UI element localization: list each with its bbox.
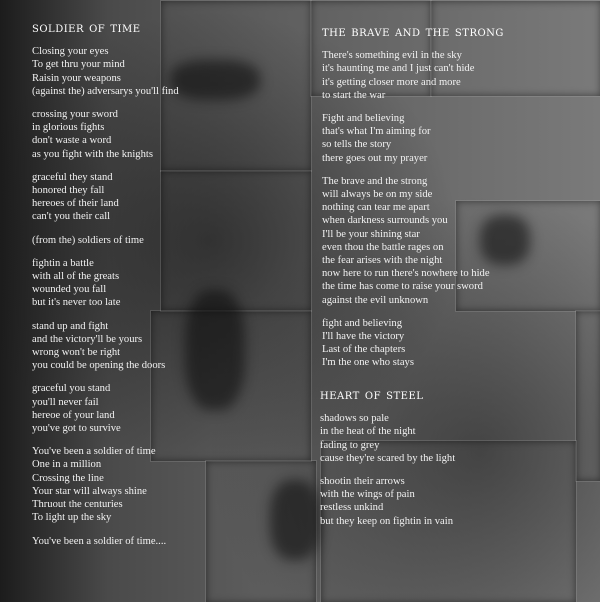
lyric-line: honored they fall <box>32 185 105 197</box>
lyric-line: in the heat of the night <box>320 426 416 438</box>
lyric-line: To get thru your mind <box>32 59 125 71</box>
lyric-line: with the wings of pain <box>320 489 415 501</box>
lyric-line: nothing can tear me apart <box>322 202 430 214</box>
song-soldier-of-time <box>32 22 179 548</box>
stanza-gap <box>322 102 504 112</box>
lyric-line: with all of the greats <box>32 271 120 283</box>
lyric-line: you've got to survive <box>32 423 121 435</box>
stone-panel <box>575 310 600 482</box>
lyric-line: in glorious fights <box>32 122 105 134</box>
lyric-line: Thruout the centuries <box>32 499 123 511</box>
lyric-line: the time has come to raise your sword <box>322 281 483 293</box>
lyric-line: to start the war <box>322 89 386 101</box>
lyric-line: shadows so pale <box>320 413 389 425</box>
lyric-line: stand up and fight <box>32 320 109 332</box>
lyric-line: will always be on my side <box>322 189 433 201</box>
stanza-gap <box>32 525 179 535</box>
stain <box>170 60 260 100</box>
stone-panel <box>160 170 312 312</box>
stanza-gap <box>32 224 179 234</box>
stanza-gap <box>322 307 504 317</box>
lyric-line: wrong won't be right <box>32 347 121 359</box>
lyric-line: you could be opening the doors <box>32 360 166 372</box>
lyric-line: There's something evil in the sky <box>322 50 462 62</box>
lyric-line: now here to run there's nowhere to hide <box>322 268 490 280</box>
lyric-line: fightin a battle <box>32 257 94 269</box>
lyric-line: I'll have the victory <box>322 331 405 343</box>
song-title: soldier of time <box>32 20 141 36</box>
song-heart-of-steel <box>320 389 455 528</box>
stanza-gap <box>32 435 179 445</box>
lyric-line: wounded you fall <box>32 284 107 296</box>
lyric-line: (against the) adversarys you'll find <box>32 85 179 97</box>
stanza-gap <box>32 310 179 320</box>
lyric-line: graceful you stand <box>32 383 111 395</box>
lyric-line: To light up the sky <box>32 512 112 524</box>
stain <box>270 480 320 560</box>
stanza-gap <box>32 247 179 257</box>
stanza-gap <box>32 372 179 382</box>
lyric-line: You've been a soldier of time <box>32 446 156 458</box>
lyric-line: fight and believing <box>322 317 403 329</box>
lyric-line: Last of the chapters <box>322 344 406 356</box>
lyric-line: Crossing the line <box>32 472 104 484</box>
lyric-line: fading to grey <box>320 439 380 451</box>
lyric-line: Your star will always shine <box>32 485 147 497</box>
song-title: heart of steel <box>320 387 424 403</box>
lyric-line: Raisin your weapons <box>32 72 121 84</box>
song-brave-and-strong <box>322 26 504 370</box>
lyric-line: so tells the story <box>322 139 392 151</box>
lyric-line: but they keep on fightin in vain <box>320 515 453 527</box>
lyric-line: hereoes of their land <box>32 198 119 210</box>
song-lyrics <box>32 45 179 548</box>
lyric-line: as you fight with the knights <box>32 148 153 160</box>
stanza-gap <box>32 161 179 171</box>
lyric-line: but it's never too late <box>32 297 121 309</box>
lyric-line: Fight and believing <box>322 113 405 125</box>
lyric-line: (from the) soldiers of time <box>32 234 144 246</box>
lyric-line: even thou the battle rages on <box>322 241 444 253</box>
lyric-line: graceful they stand <box>32 171 113 183</box>
lyric-line: cause they're scared by the light <box>320 452 456 464</box>
lyric-line: you'll never fail <box>32 396 99 408</box>
lyric-line: can't you their call <box>32 211 111 223</box>
lyric-line: Closing your eyes <box>32 46 109 58</box>
song-lyrics <box>320 412 455 528</box>
lyric-line: when darkness surrounds you <box>322 215 448 227</box>
stanza-gap <box>320 465 455 475</box>
lyric-line: and the victory'll be yours <box>32 333 143 345</box>
song-title: the brave and the strong <box>322 24 504 40</box>
lyric-line: against the evil unknown <box>322 294 429 306</box>
lyric-line: it's getting closer more and more <box>322 76 461 88</box>
lyric-line: shootin their arrows <box>320 476 405 488</box>
stain <box>185 290 245 410</box>
stanza-gap <box>32 98 179 108</box>
song-lyrics <box>322 49 504 369</box>
lyric-line: don't waste a word <box>32 135 112 147</box>
stanza-gap <box>322 165 504 175</box>
lyric-line: that's what I'm aiming for <box>322 126 431 138</box>
lyric-line: crossing your sword <box>32 109 118 121</box>
lyric-line: there goes out my prayer <box>322 152 428 164</box>
lyric-line: I'll be your shining star <box>322 228 420 240</box>
lyric-line: it's haunting me and I just can't hide <box>322 63 475 75</box>
lyric-line: I'm the one who stays <box>322 357 414 369</box>
lyric-line: The brave and the strong <box>322 175 428 187</box>
lyric-line: One in a million <box>32 459 102 471</box>
lyric-line: You've been a soldier of time.... <box>32 535 167 547</box>
lyric-line: hereoe of your land <box>32 409 115 421</box>
lyric-line: the fear arises with the night <box>322 255 443 267</box>
lyric-line: restless unkind <box>320 502 384 514</box>
